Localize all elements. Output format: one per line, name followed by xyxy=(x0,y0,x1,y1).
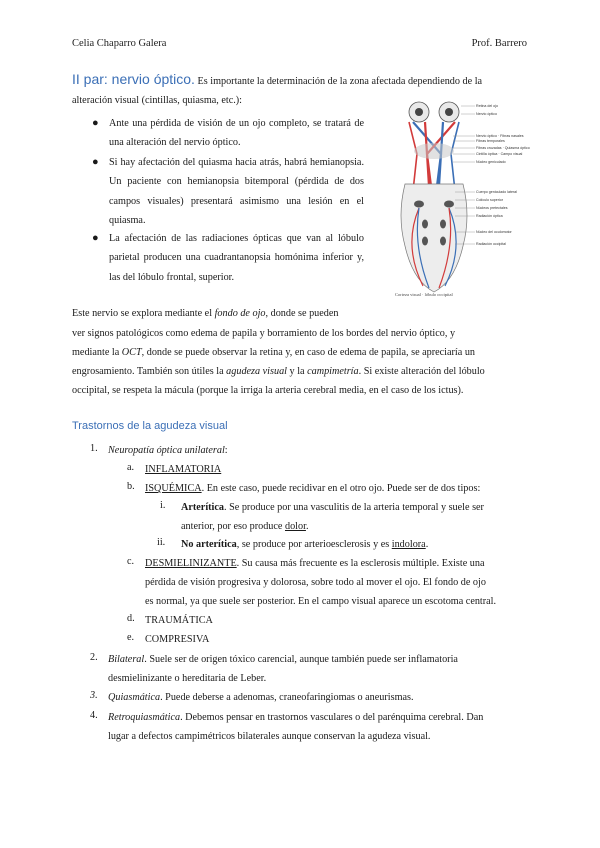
diagram-label: Radiación occipital xyxy=(476,242,506,246)
explora-line5: occipital, se respeta la mácula (porque la irriga la arteria cerebral media, en el caso de los ictus). xyxy=(72,385,464,396)
explora-line1: Este nervio se explora mediante el fondo de ojo, donde se pueden xyxy=(72,308,339,319)
bullet-item xyxy=(92,114,364,153)
sublist-letter: c. xyxy=(127,556,135,567)
header-professor: Prof. Barrero xyxy=(471,38,527,49)
list-item: Quiasmática. Puede deberse a adenomas, craneofaringiomas o aneurismas. xyxy=(108,692,414,703)
sublist-item: COMPRESIVA xyxy=(145,634,210,645)
subsublist-number: i. xyxy=(160,500,166,511)
sublist-item: TRAUMÁTICA xyxy=(145,615,213,626)
diagram-label: Colículo superior xyxy=(476,198,503,202)
list-number: 3. xyxy=(90,690,98,701)
diagram-label: Nervio óptico · Fibras nasales xyxy=(476,134,524,138)
list-number: 1. xyxy=(90,443,98,454)
explora-line4: engrosamiento. También son útiles la agudeza visual y la campimetría. Si existe alteración del lóbulo xyxy=(72,366,485,377)
subsublist-item: Arterítica. Se produce por una vasculitis de la arteria temporal y suele ser xyxy=(181,502,484,513)
intro-text: Es importante la determinación de la zona afectada dependiendo de la xyxy=(194,76,483,87)
explora-line3: mediante la OCT, donde se puede observar la retina y, en caso de edema de papila, se apreciaría un xyxy=(72,347,476,358)
bullet-dot-icon: ● xyxy=(92,156,99,168)
list-item: Retroquiasmática. Debemos pensar en trastornos vasculares o del parénquima cerebral. Dan xyxy=(108,712,484,723)
header-author: Celia Chaparro Galera xyxy=(72,38,167,49)
list-item: Neuropatía óptica unilateral: xyxy=(108,445,228,456)
subsublist-number: ii. xyxy=(157,537,166,548)
diagram-label: Nervio óptico xyxy=(476,112,497,116)
bullet-dot-icon: ● xyxy=(92,117,99,129)
list-item-cont: desmielinizante o hereditaria de Leber. xyxy=(108,673,267,684)
diagram-label: Núcleos pretectales xyxy=(476,206,508,210)
sublist-item: INFLAMATORIA xyxy=(145,464,222,475)
list-item-cont: lugar a defectos campimétricos bilaterales aunque conservan la agudeza visual. xyxy=(108,731,431,742)
sublist-item: DESMIELINIZANTE. Su causa más frecuente es la esclerosis múltiple. Existe una xyxy=(145,558,485,569)
explora-line2: ver signos patológicos como edema de papila y borramiento de los bordes del nervio óptico, y xyxy=(72,328,456,339)
bullet-item xyxy=(92,153,364,231)
intro-text-line2: alteración visual (cintillas, quiasma, etc.): xyxy=(72,95,243,106)
section-title-nervio-optico: II par: nervio óptico. xyxy=(72,71,195,87)
diagram-label: Retina del ojo xyxy=(476,104,498,108)
diagram-label: Cintilla óptica · Campo visual xyxy=(476,152,523,156)
diagram-label: Núcleo geniculado xyxy=(476,160,506,164)
bullet-item xyxy=(92,229,364,287)
list-number: 4. xyxy=(90,710,98,721)
list-number: 2. xyxy=(90,652,98,663)
sublist-letter: a. xyxy=(127,462,135,473)
sublist-item: ISQUÉMICA. En este caso, puede recidivar en el otro ojo. Puede ser de dos tipos: xyxy=(145,483,481,494)
sublist-item-cont: es normal, ya que suele ser posterior. En el campo visual aparece un escotoma central. xyxy=(145,596,497,607)
diagram-label: Cuerpo geniculado lateral xyxy=(476,190,517,194)
subsublist-item-cont: anterior, por eso produce dolor. xyxy=(181,521,309,532)
diagram-label: Núcleo del oculomotor xyxy=(476,230,512,234)
diagram-label: Fibras temporales xyxy=(476,139,505,143)
bullet-text: Ante una pérdida de visión de un ojo completo, se tratará de una alteración del nervio óptico. xyxy=(109,118,364,149)
sublist-letter: e. xyxy=(127,632,135,643)
visual-pathway-diagram xyxy=(383,96,531,300)
section-title-trastornos: Trastornos de la agudeza visual xyxy=(72,420,228,432)
intro-line xyxy=(72,70,530,91)
bullet-text: La afectación de las radiaciones ópticas que van al lóbulo parietal producen una cuadrantanopsia homónima inferior y, las del lóbulo frontal, superior. xyxy=(109,233,364,283)
bullet-dot-icon: ● xyxy=(92,232,99,244)
sublist-letter: d. xyxy=(127,613,135,624)
bullet-text: Si hay afectación del quiasma hacia atrás, habrá hemianopsia. Un paciente con hemianopsia bitemporal (pérdida de dos campos visuales) presentará asimismo una lesión en el quiasma. xyxy=(109,157,364,227)
list-item: Bilateral. Suele ser de origen tóxico carencial, aunque también puede ser inflamatoria xyxy=(108,654,458,665)
diagram-label: Fibras cruzadas · Quiasma óptico xyxy=(476,146,530,150)
sublist-item-cont: pérdida de visión progresiva y dolorosa, sobre todo al mover el ojo. El fondo de ojo xyxy=(145,577,486,588)
diagram-label: Radiación óptica xyxy=(476,214,503,218)
diagram-caption: Corteza visual · lóbulo occipital xyxy=(395,292,453,297)
sublist-letter: b. xyxy=(127,481,135,492)
subsublist-item: No arterítica, se produce por arterioesclerosis y es indolora. xyxy=(181,539,429,550)
